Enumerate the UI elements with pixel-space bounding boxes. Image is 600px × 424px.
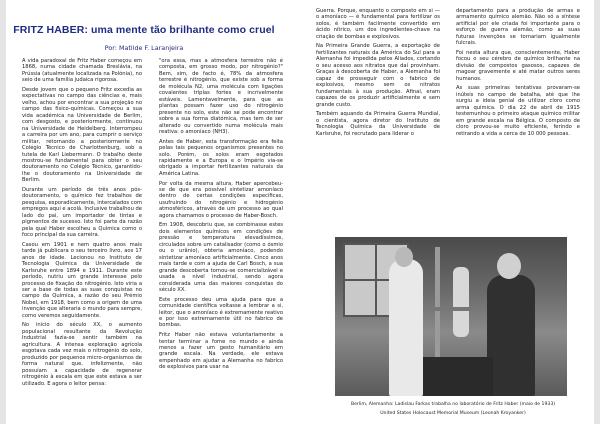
photo-man-head: [497, 253, 521, 279]
paragraph: Guerra. Porque, enquanto o composto em si — o amoníaco — é fundamental para fertilizar os solos, é também facilmente convertido em ácido nítrico, um dos ingredientes-chave na criação de bombas e explosivos.: [316, 8, 440, 40]
page-edge-left: [0, 0, 6, 424]
paragraph: Durante um período de três anos pós-doutoramento, o químico fez trabalhos de pesquisa, esporadicamente, intercalados com empregos aqui e acolá. Inclusive trabalhou de lado do pai, um importador de tintas e pigmentos de sucesso. Isto foi parte da razão pela qual Haber escolheu a Química como o foco principal da sua carreira.: [22, 186, 142, 239]
paragraph: Também aquando da Primeira Guerra Mundial, o cientista, agora diretor do Instituto de Tecnologia Química da Universidade de Karlsruhe, foi recrutado para liderar o: [316, 111, 440, 137]
photo-credit: United States Holocaust Memorial Museum (Leonah Kroyanker): [380, 411, 526, 416]
paragraph: Na Primeira Grande Guerra, a exportação de fertilizantes naturais da América do Sul para a Alemanha foi impedida pelos Aliados, cortando o seu acesso aos nitratos que daí provinham. Graças à descoberta de Haber, a Alemanha foi capaz de prosseguir com o fabrico de explosivos, mesmo sem os nitratos fundamentais à sua produção. Afinal, eram capazes de os produzir artificialmente e sem grande custo.: [316, 43, 440, 108]
paragraph: Desde jovem que o pequeno Fritz excedia as expectativas no campo das ciências e, mais velho, achou por encontrar a sua projeção no campo das físico-químicas. Começou a sua vida académica na Universidade de Berlim, com desgosto, e posteriormente, continuou na Universidade de Heidelberg. Interrompeu a carreira por um ano, para cumprir o serviço militar, retornando a posteriormente no Colégio Técnico de Charlottenburg, sob a tutela de Karl Liebermann. O trabalho deste mostrou-se fundamental para obter o seu doutoramento no Colégio Técnico, garantido-lhe o doutoramento na Universidade de Berlim.: [22, 87, 142, 184]
paragraph: "ora essa, mas a atmosfera terrestre não é composta, em grosso modo, por nitrogénio?" Bem, sim, de facto é, 78% da atmosfera terrestre é nitrogénio, que existe sob a forma de molécula N2, uma molécula com ligações covalentes triplas fortes e incrivelmente estáveis. Lamentavelmente, para que as plantas possam fazer uso do nitrogénio presente no solo, este não se pode encontrar sobre a sua forma diatómica, mas tem de ser alterado ou convertido numa molécula mais reativa: o amoníaco (NH3).: [159, 58, 283, 135]
article-title: FRITZ HABER: uma mente tão brilhante como cruel: [13, 24, 275, 36]
paragraph: Foi nesta altura que, conscientemente, Haber focou o seu cérebro de químico brilhante na divisão de compostos gasosos, capazes de magoar gravemente e até matar outros seres humanos.: [456, 49, 580, 82]
text-column-3: [316, 8, 440, 140]
photo-apparatus-bar: [431, 307, 471, 311]
photo-scientist-lab-coat: [389, 259, 423, 396]
text-column-2: [159, 58, 283, 374]
article-author: Por: Matilde F. Laranjeira: [104, 44, 184, 52]
paragraph: Casou em 1901 e nem quatro anos mais tarde já publicara o seu terceiro livro, aos 17 anos de idade. Lecionou no Instituto de Tecnologia Química da Universidade de Karlsruhe entre 1894 e 1911. Durante este período, nutriu um grande interesse pelo processo de fixação do nitrogénio. Isto viria a ser a base de todas as suas conquistas no campo da Química, a razão do seu Prémio Nobel, em 1918, bem como a origem de uma invenção que alteraria o mundo para sempre, como veremos seguidamente.: [22, 241, 142, 319]
photo-apparatus-flask: [453, 267, 469, 337]
photo-man-suit: [487, 275, 535, 396]
text-column-1: [22, 58, 142, 390]
page-edge-right: [594, 0, 600, 424]
paragraph: Antes de Haber, esta transformação era feita pelas tais pequenos organismos presentes no solo. Porém, os solos eram esgotados rapidamente e a Europa e o Império via-se obrigado a importar fertilizantes naturais da América Latina.: [159, 138, 283, 177]
paragraph: Por volta da mesma altura, Haber apercebeu-se de que era possível sintetizar amoníaco dentro de certas condições específicas, usufruindo do nitrogénio e hidrogénio atmosféricos, através de um processo ao qual agora chamamos o processo de Haber-Bosch.: [159, 180, 283, 219]
photo-caption: Berlim, Alemanha: Ladislau Farkas trabalha no laboratório de Fritz Haber (maio de 1933): [350, 402, 556, 407]
paragraph: A vida paradoxal de Fritz Haber começou em 1868, numa cidade chamada Breslávia, na Prússia (atualmente localizada na Polónia), no seio de uma família judaica rigorosa.: [22, 58, 142, 84]
paragraph: As suas primeiras tentativas provaram-se inúteis no campo de batalha, até que lhe surgiu a ideia genial de utilizar cloro como arma química. O dia 22 de abril de 1915 testemunhou o primeiro ataque químico militar em grande escala na Bélgica. O composto de cloro provou-se muito eficiente, ferindo e retirando a vida a cerca de 10 000 pessoas.: [456, 85, 580, 137]
paragraph: departamento para a produção de armas e armamento químico alemão. Não só a síntese artificial por ele criada foi importante para o esforço de guerra alemão, como as suas futuras invenções se tornariam igualmente fulcrais.: [456, 8, 580, 47]
paragraph: Este processo deu uma ajuda para que a comunidade científica voltasse a lembrar a si, leitor, que o amoníaco é extremamente reativo e por isso extremamente útil no fabrico de bombas.: [159, 296, 283, 329]
paragraph: No início do século XX, o aumento populacional resultante da Revolução Industrial fazia-se sentir também na agricultura. A intensa exploração agrícola esgotava cada vez mais o nitrogénio do solo, produzido por pequenos micro-organismos de forma natural que, infelizmente, não possuíam a capacidade de regenerar nitrogénio à escala em que este estava a ser utilizado. E agora o leitor pensa:: [22, 322, 142, 387]
laboratory-photo: [335, 237, 567, 396]
photo-scientist-head: [395, 247, 413, 267]
text-column-4: [456, 8, 580, 140]
photo-table: [423, 357, 493, 396]
paragraph: Em 1908, descobriu que, se combinasse estes dois elementos químicos em condições de pressão e temperatura elevadíssimos, circulados sobre um catalisador (como o ósmio ou o urânio), obteria amoníaco, podendo sintetizar amoníaco artificialmente. Cinco anos mais tarde e com a ajuda de Carl Bosch, a sua grande descoberta tornou-se comercializável e usada a nível industrial, sendo agora considerada uma das maiores conquistas do século XX.: [159, 222, 283, 293]
paragraph: Fritz Haber não estava voluntariamente a tentar terminar a fome no mundo e ainda menos a fazer um gesto humanitário em grande escala. Na verdade, ele estava empenhado em ajudar a Alemanha no fabrico de explosivos para usar na: [159, 332, 283, 371]
